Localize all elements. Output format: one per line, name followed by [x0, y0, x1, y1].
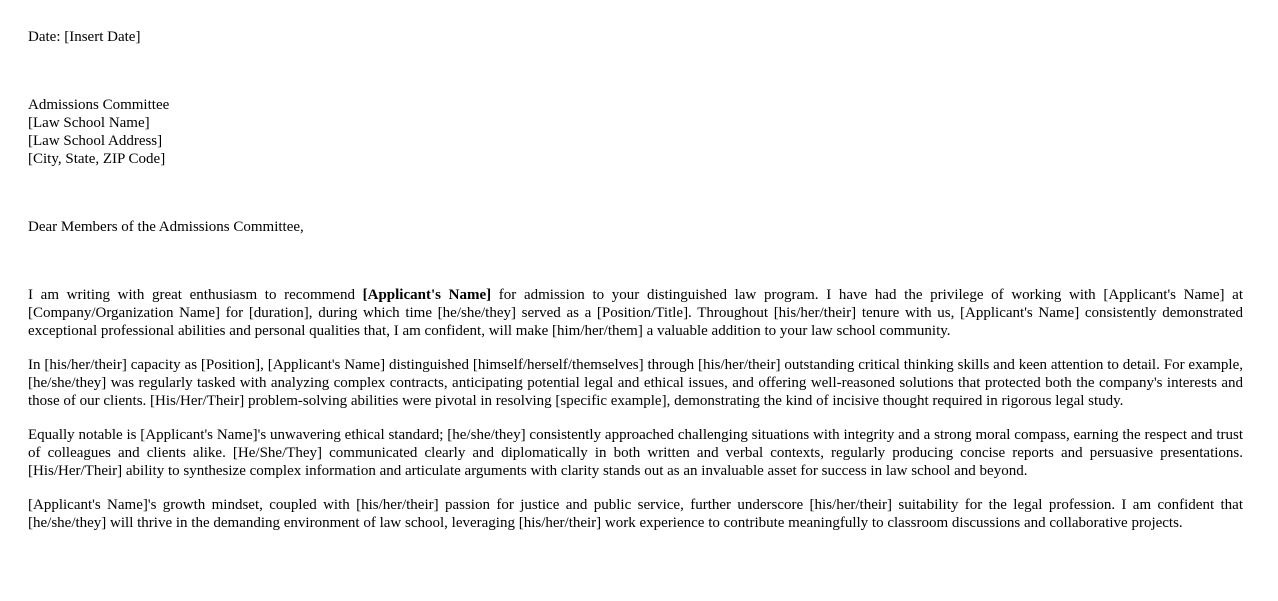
address-line-school-name: [Law School Name] — [28, 115, 150, 131]
paragraph-intro — [28, 286, 1243, 340]
paragraph-intro-lead: I am writing with great enthusiasm to recommend — [28, 287, 363, 303]
applicant-name-bold: [Applicant's Name] — [362, 287, 492, 303]
paragraph-intro-rest: for admission to your distinguished law program. I have had the privilege of working with [Applicant's Name] at [Company/Organization Name] for [duration], during which time [he/she/they] served as a [Position/Title]. Throughout [his/her/their] tenure with us, [Applicant's Name] consistently demonstrated exceptional professional abilities and personal qualities that, I am confident, will make [him/her/them] a valuable addition to your law school community. — [28, 287, 1243, 339]
recipient-address — [28, 96, 169, 168]
paragraph-growth: [Applicant's Name]'s growth mindset, coupled with [his/her/their] passion for justice and public service, further underscore [his/her/their] suitability for the legal profession. I am confident that [he/she/they] will thrive in the demanding environment of law school, leveraging [his/her/their] work experience to contribute meaningfully to classroom discussions and collaborative projects. — [28, 497, 1243, 531]
date-line: Date: [Insert Date] — [28, 29, 141, 45]
address-line-committee: Admissions Committee — [28, 97, 170, 113]
address-line-school-address: [Law School Address] — [28, 133, 163, 149]
letter-body — [28, 286, 1243, 548]
paragraph-ethics: Equally notable is [Applicant's Name]'s unwavering ethical standard; [he/she/they] consistently approached challenging situations with integrity and a strong moral compass, earning the respect and trust of colleagues and clients alike. [He/She/They] communicated clearly and diplomatically in both written and verbal contexts, regularly producing concise reports and persuasive presentations. [His/Her/Their] ability to synthesize complex information and articulate arguments with clarity stands out as an invaluable asset for success in law school and beyond. — [28, 427, 1243, 479]
address-line-city-state-zip: [City, State, ZIP Code] — [28, 151, 166, 167]
salutation: Dear Members of the Admissions Committee, — [28, 219, 304, 235]
paragraph-capacity: In [his/her/their] capacity as [Position], [Applicant's Name] distinguished [himself/herself/themselves] through [his/her/their] outstanding critical thinking skills and keen attention to detail. For example, [he/she/they] was regularly tasked with analyzing complex contracts, anticipating potential legal and ethical issues, and offering well-reasoned solutions that protected both the company's interests and those of our clients. [His/Her/Their] problem-solving abilities were pivotal in resolving [specific example], demonstrating the kind of incisive thought required in rigorous legal study. — [28, 357, 1243, 409]
